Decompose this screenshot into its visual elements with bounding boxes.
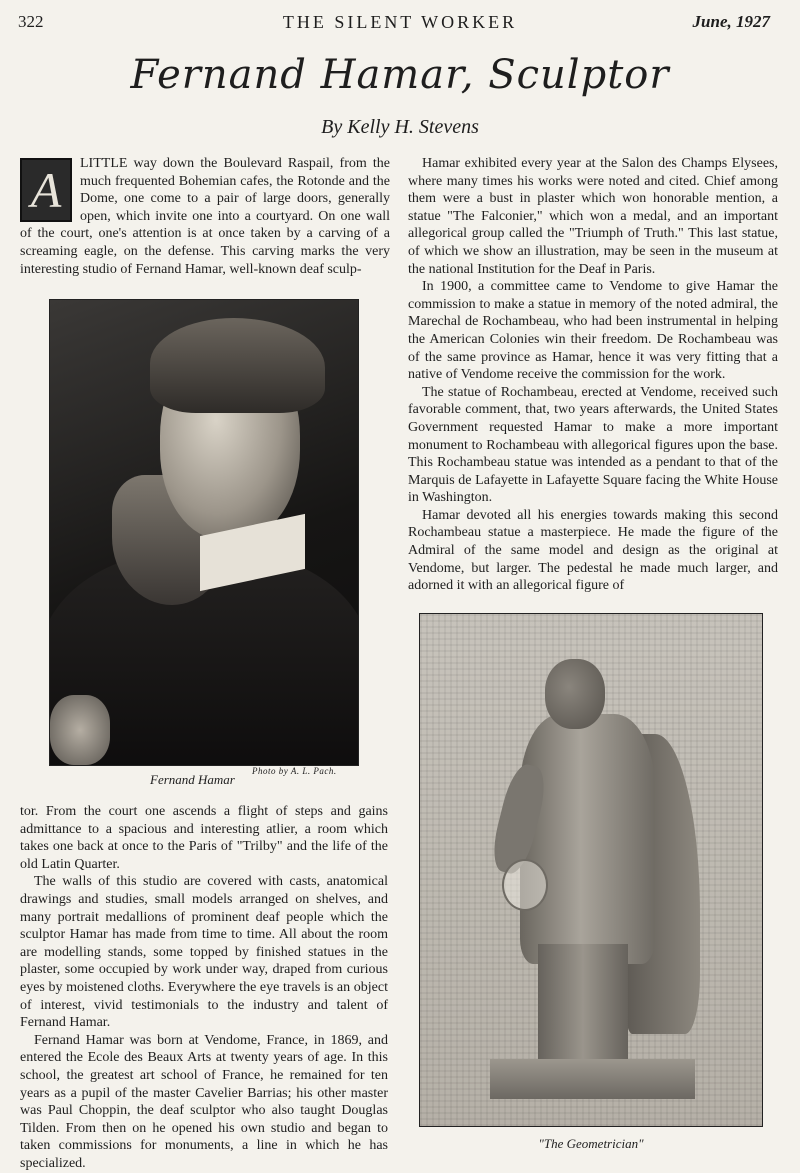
- article-byline: By Kelly H. Stevens: [321, 116, 479, 138]
- photo-credit: Photo by A. L. Pach.: [252, 766, 337, 776]
- page-number: 322: [18, 12, 44, 31]
- statue-pedestal-shape: [490, 1059, 695, 1099]
- portrait-hand-shape: [50, 695, 110, 765]
- publication-title: THE SILENT WORKER: [282, 12, 518, 32]
- left-column-bottom: [20, 803, 388, 1172]
- statue-legs-shape: [538, 944, 628, 1064]
- portrait-caption: Fernand Hamar: [150, 772, 235, 787]
- statue-photo: [420, 614, 762, 1126]
- article-title: Fernand Hamar, Sculptor: [130, 52, 670, 98]
- paragraph: tor. From the court one ascends a flight of steps and gains admittance to a spacious and interesting atlier, a room which takes one back at once to the Paris of "Trilby" and the life of the old Latin Quarter.: [20, 804, 388, 872]
- paragraph: The walls of this studio are covered with casts, anatomical drawings and studies, small models arranged on shelves, and many portrait medallions of prominent deaf people which the sculptor Hamar has made from time to time. All about the room are modelling stands, some topped by finished statues in the plaster, some occupied by work under way, draped from curious eyes by moistened cloths. Everywhere the eye travels is an object of interest, vivid testimonials to the industry and talent of Fernand Hamar.: [20, 874, 388, 1031]
- paragraph: Hamar devoted all his energies towards making this second Rochambeau statue a masterpiece. He made the figure of the Admiral of the same model and design as the original at Vendome, but larger. The pedestal he made much larger, and adorned it with an allegorical figure of: [408, 507, 778, 594]
- paragraph: Fernand Hamar was born at Vendome, France, in 1869, and entered the Ecole des Beaux Arts at twenty years of age. In this school, the greatest art school of France, he remained for ten years as a pupil of the master Cavelier Barrias; his other master was Paul Choppin, the deaf sculptor who also taught Douglas Tilden. From then on he opened his own studio and began to taken commissions for monuments, a line in which he has specialized.: [20, 1032, 388, 1171]
- right-column-top: [408, 155, 778, 595]
- paragraph: Hamar exhibited every year at the Salon des Champs Elysees, where many times his works were noted and cited. Chief among them were a bust in plaster which won honorable mention, a statue "The Falconier," which won a medal, and an important allegorical group called the "Triumph of Truth." This last statue, of which we show an illustration, may be seen in the museum at the national Institution for the Deaf in Paris.: [408, 156, 778, 277]
- statue-caption: "The Geometrician": [538, 1136, 644, 1151]
- statue-body-shape: [520, 714, 655, 964]
- drop-cap-ornament: A: [20, 158, 72, 222]
- left-column-top: [20, 155, 390, 278]
- portrait-photo: [50, 300, 358, 765]
- paragraph: LITTLE way down the Boulevard Raspail, from the much frequented Bohemian cafes, the Rotonde and the Dome, one come to a pair of large doors, generally open, which invite one into a courtyard. On one wall of the court, one's attention is at once taken by a carving of a screaming eagle, on the defense. This carving marks the very interesting studio of Fernand Hamar, well-known deaf sculp-: [20, 156, 390, 277]
- issue-date: June, 1927: [692, 12, 770, 31]
- paragraph: In 1900, a committee came to Vendome to give Hamar the commission to make a statue in memory of the noted admiral, the Marechal de Rochambeau, who had been instrumental in helping the American Colonies win their freedom. De Rochambeau was of the same province as Hamar, hence it was very fitting that a native of Vendome receive the commission for the work.: [408, 279, 778, 383]
- statue-globe-shape: [502, 859, 548, 911]
- paragraph: The statue of Rochambeau, erected at Vendome, received such favorable comment, that, two years afterwards, the United States Government requested Hamar to make a more important monument to Rochambeau with allegorical figures upon the base. This Rochambeau statue was intended as a pendant to that of the Marquis de Lafayette in Lafayette Square facing the White House in Washington.: [408, 384, 778, 506]
- portrait-hair-shape: [150, 318, 325, 413]
- statue-head-shape: [545, 659, 605, 729]
